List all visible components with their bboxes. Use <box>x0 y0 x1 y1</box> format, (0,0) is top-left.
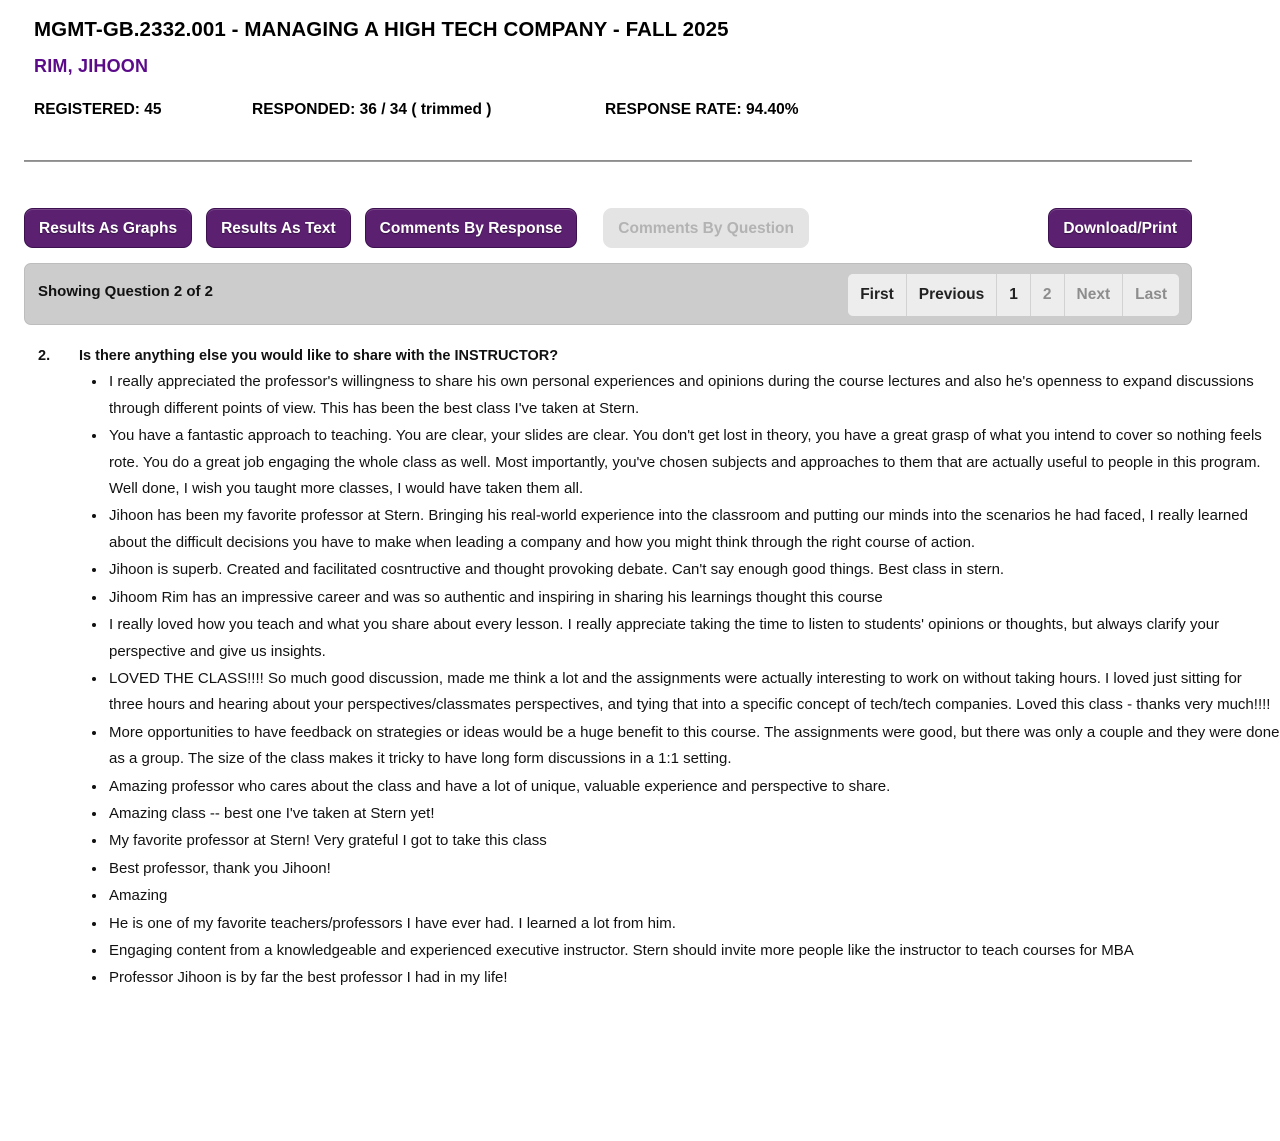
list-item: I really appreciated the professor's willingness to share his own personal experiences and opinions during the course lectures and also he's openness to expand discussions through different points of view. This has been the best class I've taken at Stern. <box>92 369 1280 422</box>
header-divider <box>0 160 1280 162</box>
comment-list <box>38 369 1280 991</box>
stats-row <box>0 77 1280 119</box>
results-as-graphs-button[interactable]: Results As Graphs <box>24 208 192 248</box>
list-item: Amazing professor who cares about the class and have a lot of unique, valuable experience and perspective to share. <box>92 774 1280 800</box>
comments-by-question-button: Comments By Question <box>603 208 809 248</box>
results-as-text-button[interactable]: Results As Text <box>206 208 351 248</box>
list-item: You have a fantastic approach to teaching. You are clear, your slides are clear. You don't get lost in theory, you have a great grasp of what you intend to cover so nothing feels rote. You do a great job engaging the whole class as well. Most importantly, you've chosen subjects and approaches to them that are actually useful to people in this program. Well done, I wish you taught more classes, I would have taken them all. <box>92 423 1280 502</box>
pagination-first[interactable]: First <box>848 274 907 316</box>
list-item: Jihoon has been my favorite professor at Stern. Bringing his real-world experience into the classroom and putting our minds into the scenarios he had faced, I really learned about the difficult decisions you have to make when leading a company and how you might think through the right course of action. <box>92 503 1280 556</box>
showing-question-label: Showing Question 2 of 2 <box>38 282 214 300</box>
pagination-last: Last <box>1123 274 1179 316</box>
comments-by-response-button[interactable]: Comments By Response <box>365 208 578 248</box>
pagination-next: Next <box>1065 274 1124 316</box>
list-item: My favorite professor at Stern! Very grateful I got to take this class <box>92 828 1280 854</box>
pagination-previous[interactable]: Previous <box>907 274 997 316</box>
question-number: 2. <box>38 347 51 364</box>
stat-response-rate: RESPONSE RATE: 94.40% <box>605 100 799 118</box>
pagination-page-1[interactable]: 1 <box>997 274 1031 316</box>
list-item: Jihoon is superb. Created and facilitated cosntructive and thought provoking debate. Can't say enough good things. Best class in stern. <box>92 557 1280 583</box>
list-item: Amazing <box>92 883 1280 909</box>
list-item: Professor Jihoon is by far the best professor I had in my life! <box>92 965 1280 991</box>
download-print-button[interactable]: Download/Print <box>1048 208 1192 248</box>
list-item: He is one of my favorite teachers/professors I have ever had. I learned a lot from him. <box>92 911 1280 937</box>
question-block <box>0 347 1280 992</box>
pagination <box>848 274 1179 316</box>
instructor-name: RIM, JIHOON <box>34 55 149 76</box>
showing-question-bar <box>24 263 1192 325</box>
page-title: MGMT-GB.2332.001 - MANAGING A HIGH TECH COMPANY - FALL 2025 <box>34 18 729 41</box>
question-heading <box>38 347 1280 366</box>
list-item: I really loved how you teach and what you share about every lesson. I really appreciate taking the time to listen to students' opinions or thoughts, but always clarify your perspective and give us insights. <box>92 612 1280 665</box>
list-item: Jihoom Rim has an impressive career and was so authentic and inspiring in sharing his learnings thought this course <box>92 585 1280 611</box>
view-toolbar <box>0 208 1280 250</box>
stat-registered: REGISTERED: 45 <box>34 100 162 118</box>
question-text: Is there anything else you would like to share with the INSTRUCTOR? <box>79 347 559 364</box>
stat-responded: RESPONDED: 36 / 34 ( trimmed ) <box>252 100 492 118</box>
list-item: Best professor, thank you Jihoon! <box>92 856 1280 882</box>
list-item: Engaging content from a knowledgeable and experienced executive instructor. Stern should invite more people like the instructor to teach courses for MBA <box>92 938 1280 964</box>
pagination-page-2: 2 <box>1031 274 1065 316</box>
list-item: More opportunities to have feedback on strategies or ideas would be a huge benefit to this course. The assignments were good, but there was only a couple and they were done as a group. The size of the class makes it tricky to have long form discussions in a 1:1 setting. <box>92 720 1280 773</box>
list-item: Amazing class -- best one I've taken at Stern yet! <box>92 801 1280 827</box>
list-item: LOVED THE CLASS!!!! So much good discussion, made me think a lot and the assignments were actually interesting to work on without taking hours. I loved just sitting for three hours and hearing about your perspectives/classmates perspectives, and tying that into a specific concept of tech/tech companies. Loved this class - thanks very much!!!! <box>92 666 1280 719</box>
